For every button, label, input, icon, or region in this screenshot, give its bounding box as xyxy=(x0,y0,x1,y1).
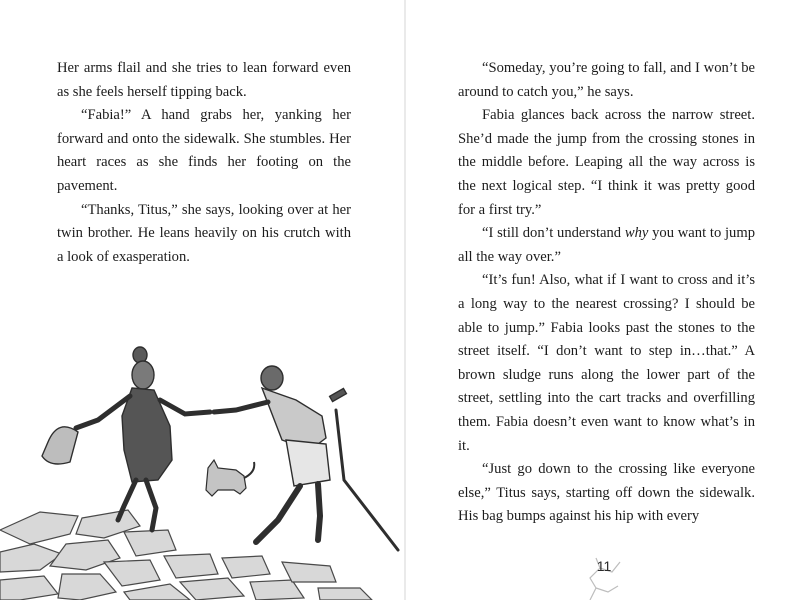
right-paragraph-1: “Someday, you’re going to fall, and I won’t be around to catch you,” he says. xyxy=(458,60,755,100)
right-page-text xyxy=(458,57,755,529)
left-paragraph-1: Her arms flail and she tries to lean forward even as she feels herself tipping back. xyxy=(57,60,351,100)
left-paragraph-3: “Thanks, Titus,” she says, looking over at her twin brother. He leans heavily on his crutch with a look of exasperation. xyxy=(57,201,351,265)
page-number: 11 xyxy=(596,558,612,574)
pavement-crack-illustration xyxy=(560,548,650,600)
right-paragraph-5: “Just go down to the crossing like everyone else,” Titus says, starting off down the sidewalk. His bag bumps against his hip with every xyxy=(458,461,755,525)
left-paragraph-2: “Fabia!” A hand grabs her, yanking her forward and onto the sidewalk. She stumbles. Her heart races as she finds her footing on the pavement. xyxy=(57,107,351,194)
right-paragraph-2: Fabia glances back across the narrow street. She’d made the jump from the crossing stones in the middle before. Leaping all the way across is the next logical step. “I think it was pretty good for a first try.” xyxy=(458,107,755,218)
boy-figure-illustration xyxy=(214,366,398,550)
right-paragraph-3-end: you want to jump all the way over.” xyxy=(458,225,755,265)
right-paragraph-3-start: “I still don’t understand xyxy=(482,225,625,242)
right-paragraph-3 xyxy=(458,222,755,269)
girl-figure-illustration xyxy=(42,347,210,530)
right-paragraph-4: “It’s fun! Also, what if I want to cross and it’s a long way to the nearest crossing? I should be able to jump.” Fabia looks past the stones to the street itself. “I don’t want to step in…that.” A brown sludge runs along the lower part of the street, settling into the cart tracks and overfilling them. Fabia doesn’t even want to know what’s in it. xyxy=(458,272,755,454)
right-paragraph-3-emphasis: why xyxy=(624,225,649,242)
story-illustration xyxy=(0,330,405,600)
cobblestones-illustration xyxy=(0,510,372,600)
left-page-text xyxy=(57,57,351,269)
cat-illustration xyxy=(206,460,254,496)
